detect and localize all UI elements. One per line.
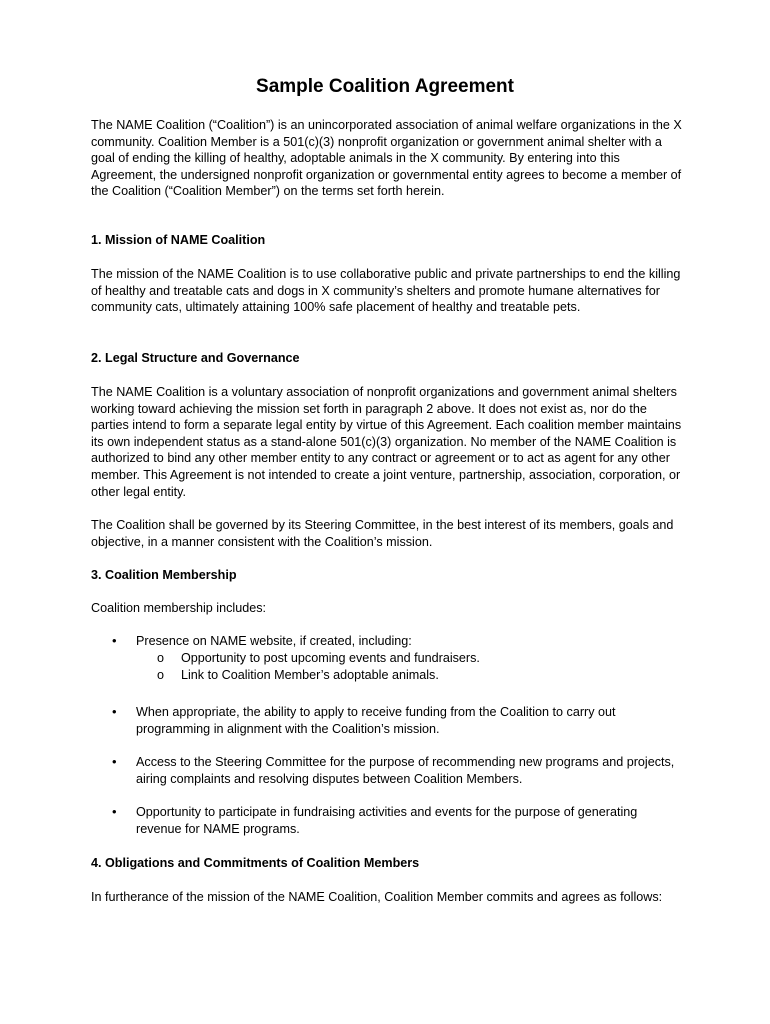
document-title: Sample Coalition Agreement	[256, 76, 514, 97]
bullet-icon: •	[112, 754, 117, 769]
sub-bullet-icon: o	[157, 651, 165, 665]
section-1-body: The mission of the NAME Coalition is to use collaborative public and private partnerships to end the killing of healthy and treatable cats and dogs in X community’s shelters and promote humane alternatives for community cats, ultimately attaining 100% safe placement of healthy and treatable pets.	[91, 267, 681, 315]
bullet-icon: •	[112, 633, 117, 648]
section-2-body-1: The NAME Coalition is a voluntary association of nonprofit organizations and government animal shelters working toward achieving the mission set forth in paragraph 2 above. It does not exist as, nor do the parties intend to form a separate legal entity by virtue of this Agreement. Each coalition member maintains its own independent status as a stand-alone 501(c)(3) organization. No member of the NAME Coalition is authorized to bind any other member entity to any contract or agreement or to act as agent for any other member. This Agreement is not intended to create a joint venture, partnership, association, corporation, or other legal entity.	[91, 385, 682, 499]
section-3-lead: Coalition membership includes:	[91, 601, 266, 615]
list-item-text: Presence on NAME website, if created, including:	[136, 634, 412, 648]
section-3-heading: 3. Coalition Membership	[91, 568, 237, 582]
sub-list-item-text: Link to Coalition Member’s adoptable animals.	[181, 668, 439, 682]
bullet-icon: •	[112, 804, 117, 819]
bullet-icon: •	[112, 704, 117, 719]
sub-list-item-text: Opportunity to post upcoming events and fundraisers.	[181, 651, 480, 665]
section-1-heading: 1. Mission of NAME Coalition	[91, 233, 266, 247]
intro-paragraph: The NAME Coalition (“Coalition”) is an unincorporated association of animal welfare organizations in the X community. Coalition Member is a 501(c)(3) nonprofit organization or government animal shelter with a goal of ending the killing of healthy, adoptable animals in the X community. By entering into this Agreement, the undersigned nonprofit organization or governmental entity agrees to become a member of the Coalition (“Coalition Member”) on the terms set forth herein.	[91, 118, 682, 199]
list-item-text: Opportunity to participate in fundraising activities and events for the purpose of generating revenue for NAME programs.	[136, 805, 638, 836]
list-item-text: Access to the Steering Committee for the purpose of recommending new programs and projects, airing complaints and resolving disputes between Coalition Members.	[136, 755, 675, 786]
list-item-text: When appropriate, the ability to apply to receive funding from the Coalition to carry out programming in alignment with the Coalition’s mission.	[136, 705, 616, 736]
sub-bullet-icon: o	[157, 668, 165, 682]
section-4-heading: 4. Obligations and Commitments of Coalition Members	[91, 856, 420, 870]
section-4-body: In furtherance of the mission of the NAME Coalition, Coalition Member commits and agrees as follows:	[91, 890, 663, 904]
section-2-heading: 2. Legal Structure and Governance	[91, 351, 300, 365]
section-2-body-2: The Coalition shall be governed by its Steering Committee, in the best interest of its members, goals and objective, in a manner consistent with the Coalition’s mission.	[91, 518, 674, 549]
